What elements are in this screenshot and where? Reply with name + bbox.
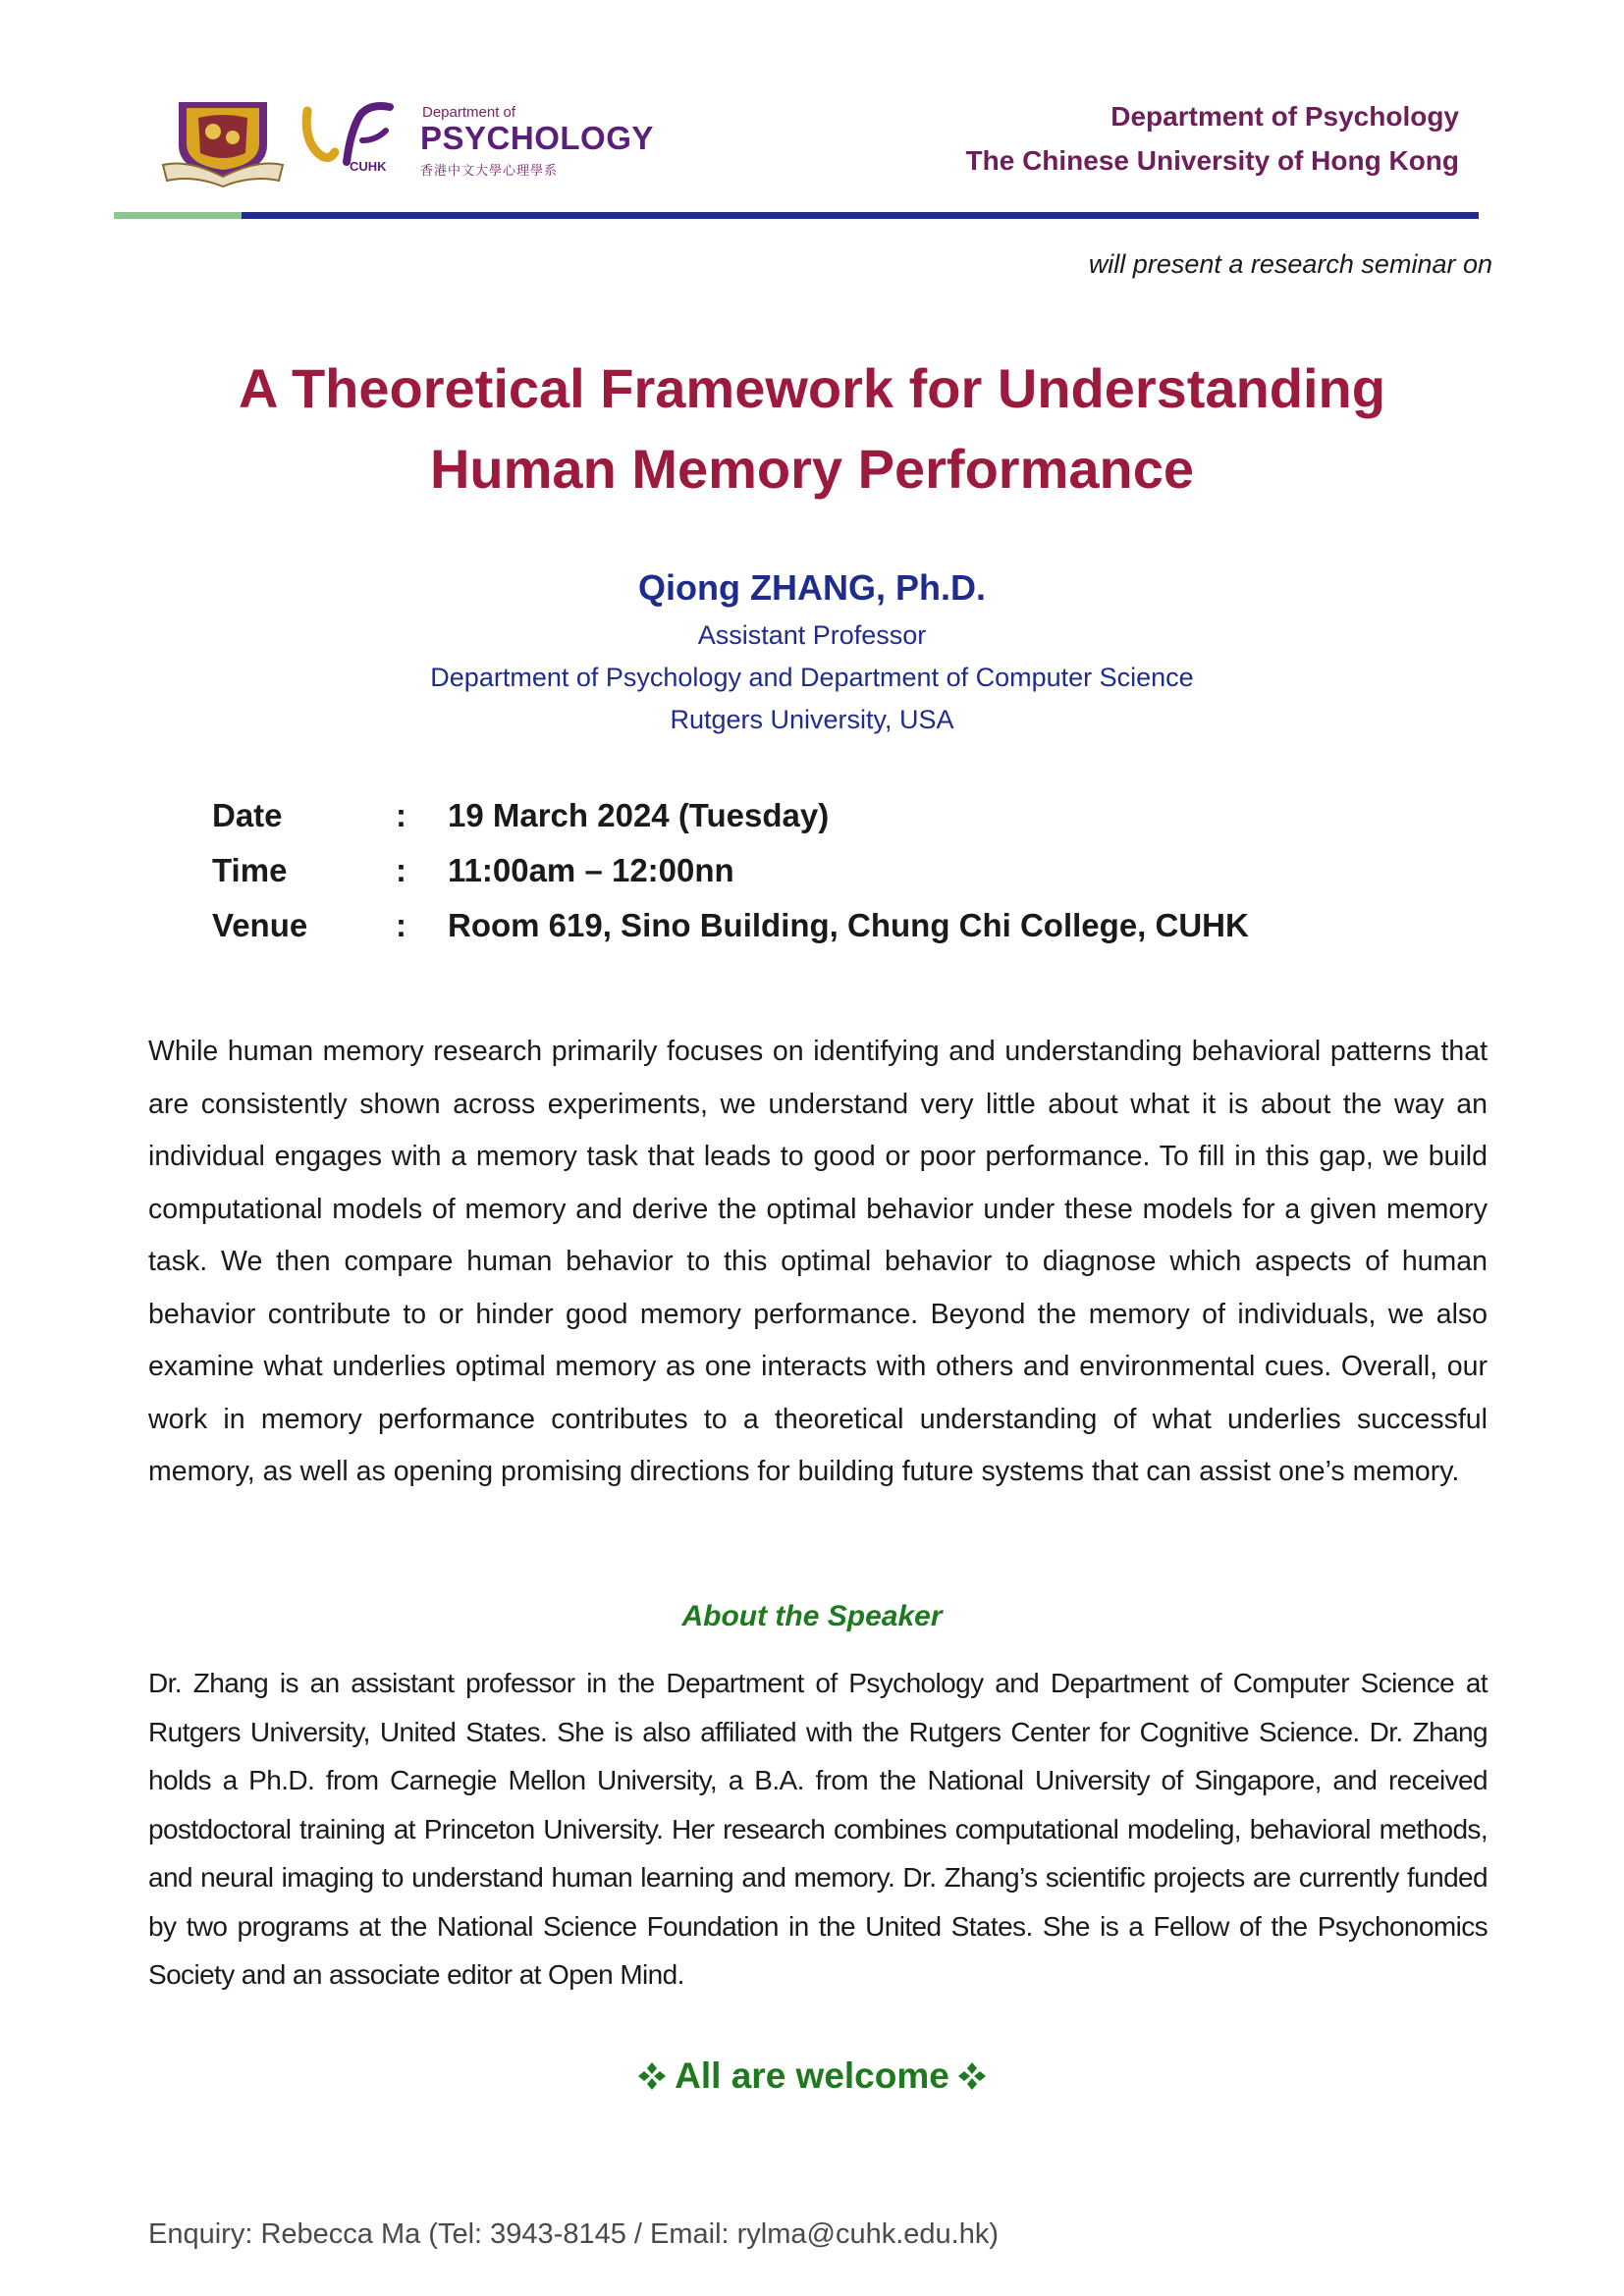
- date-separator: :: [396, 797, 406, 833]
- header-department: Department of Psychology: [1110, 101, 1459, 132]
- header-university: The Chinese University of Hong Kong: [965, 145, 1459, 176]
- logo-cuhk: CUHK: [350, 159, 387, 174]
- logo-chinese-name: 香港中文大學心理學系: [420, 163, 559, 178]
- speaker-bio-paragraph: Dr. Zhang is an assistant professor in the Department of Psychology and Department of Computer Science at Rutgers University, United States. She is also affiliated with the Rutgers Center for Cognitive Science. Dr. Zhang holds a Ph.D. from Carnegie Mellon University, a B.A. from the National University of Singapore, and received postdoctoral training at Princeton University. Her research combines computational modeling, behavioral methods, and neural imaging to understand human learning and memory. Dr. Zhang’s scientific projects are currently funded by two programs at the National Science Foundation in the United States. She is a Fellow of the Psychonomics Society and an associate editor at Open Mind.: [148, 1668, 1488, 1990]
- time-label: Time: [212, 852, 288, 888]
- enquiry-contact: Enquiry: Rebecca Ma (Tel: 3943-8145 / Email: rylma@cuhk.edu.hk): [148, 2218, 999, 2250]
- header-rule-blue: [242, 212, 1479, 219]
- speaker-university: Rutgers University, USA: [670, 705, 954, 734]
- time-value: 11:00am – 12:00nn: [448, 852, 734, 888]
- seminar-title-line-2: Human Memory Performance: [429, 438, 1194, 500]
- welcome-text: All are welcome: [675, 2056, 949, 2096]
- four-diamond-ornament-icon: [637, 2061, 667, 2091]
- seminar-title: [0, 348, 1624, 509]
- welcome-line: [0, 2056, 1624, 2097]
- speaker-position: Assistant Professor: [697, 620, 927, 650]
- about-speaker-heading: About the Speaker: [681, 1600, 943, 1632]
- four-diamond-ornament-icon: [957, 2061, 987, 2091]
- date-value: 19 March 2024 (Tuesday): [448, 797, 830, 833]
- logo-department-of: Department of: [422, 104, 516, 121]
- speaker-name: Qiong ZHANG, Ph.D.: [638, 567, 986, 608]
- header-rule-green: [114, 212, 242, 219]
- abstract-paragraph: While human memory research primarily focuses on identifying and understanding behavioral patterns that are consistently shown across experiments, we understand very little about what it is about the way an individual engages with a memory task that leads to good or poor performance. To fill in this gap, we build computational models of memory and derive the optimal behavior under these models for a given memory task. We then compare human behavior to this optimal behavior to diagnose which aspects of human behavior contribute to or hinder good memory performance. Beyond the memory of individuals, we also examine what underlies optimal memory as one interacts with others and environmental cues. Overall, our work in memory performance contributes to a theoretical understanding of what underlies successful memory, as well as opening promising directions for building future systems that can assist one’s memory.: [148, 1036, 1488, 1487]
- intro-line: will present a research seminar on: [1088, 249, 1492, 279]
- venue-value: Room 619, Sino Building, Chung Chi College, CUHK: [448, 907, 1249, 943]
- date-label: Date: [212, 797, 283, 833]
- venue-separator: :: [396, 907, 406, 943]
- logo-psychology: PSYCHOLOGY: [420, 120, 654, 156]
- seminar-title-line-1: A Theoretical Framework for Understanding: [239, 357, 1385, 419]
- time-separator: :: [396, 852, 406, 888]
- venue-label: Venue: [212, 907, 308, 943]
- university-seal-icon: [159, 94, 287, 188]
- speaker-department: Department of Psychology and Department of Computer Science: [430, 663, 1194, 692]
